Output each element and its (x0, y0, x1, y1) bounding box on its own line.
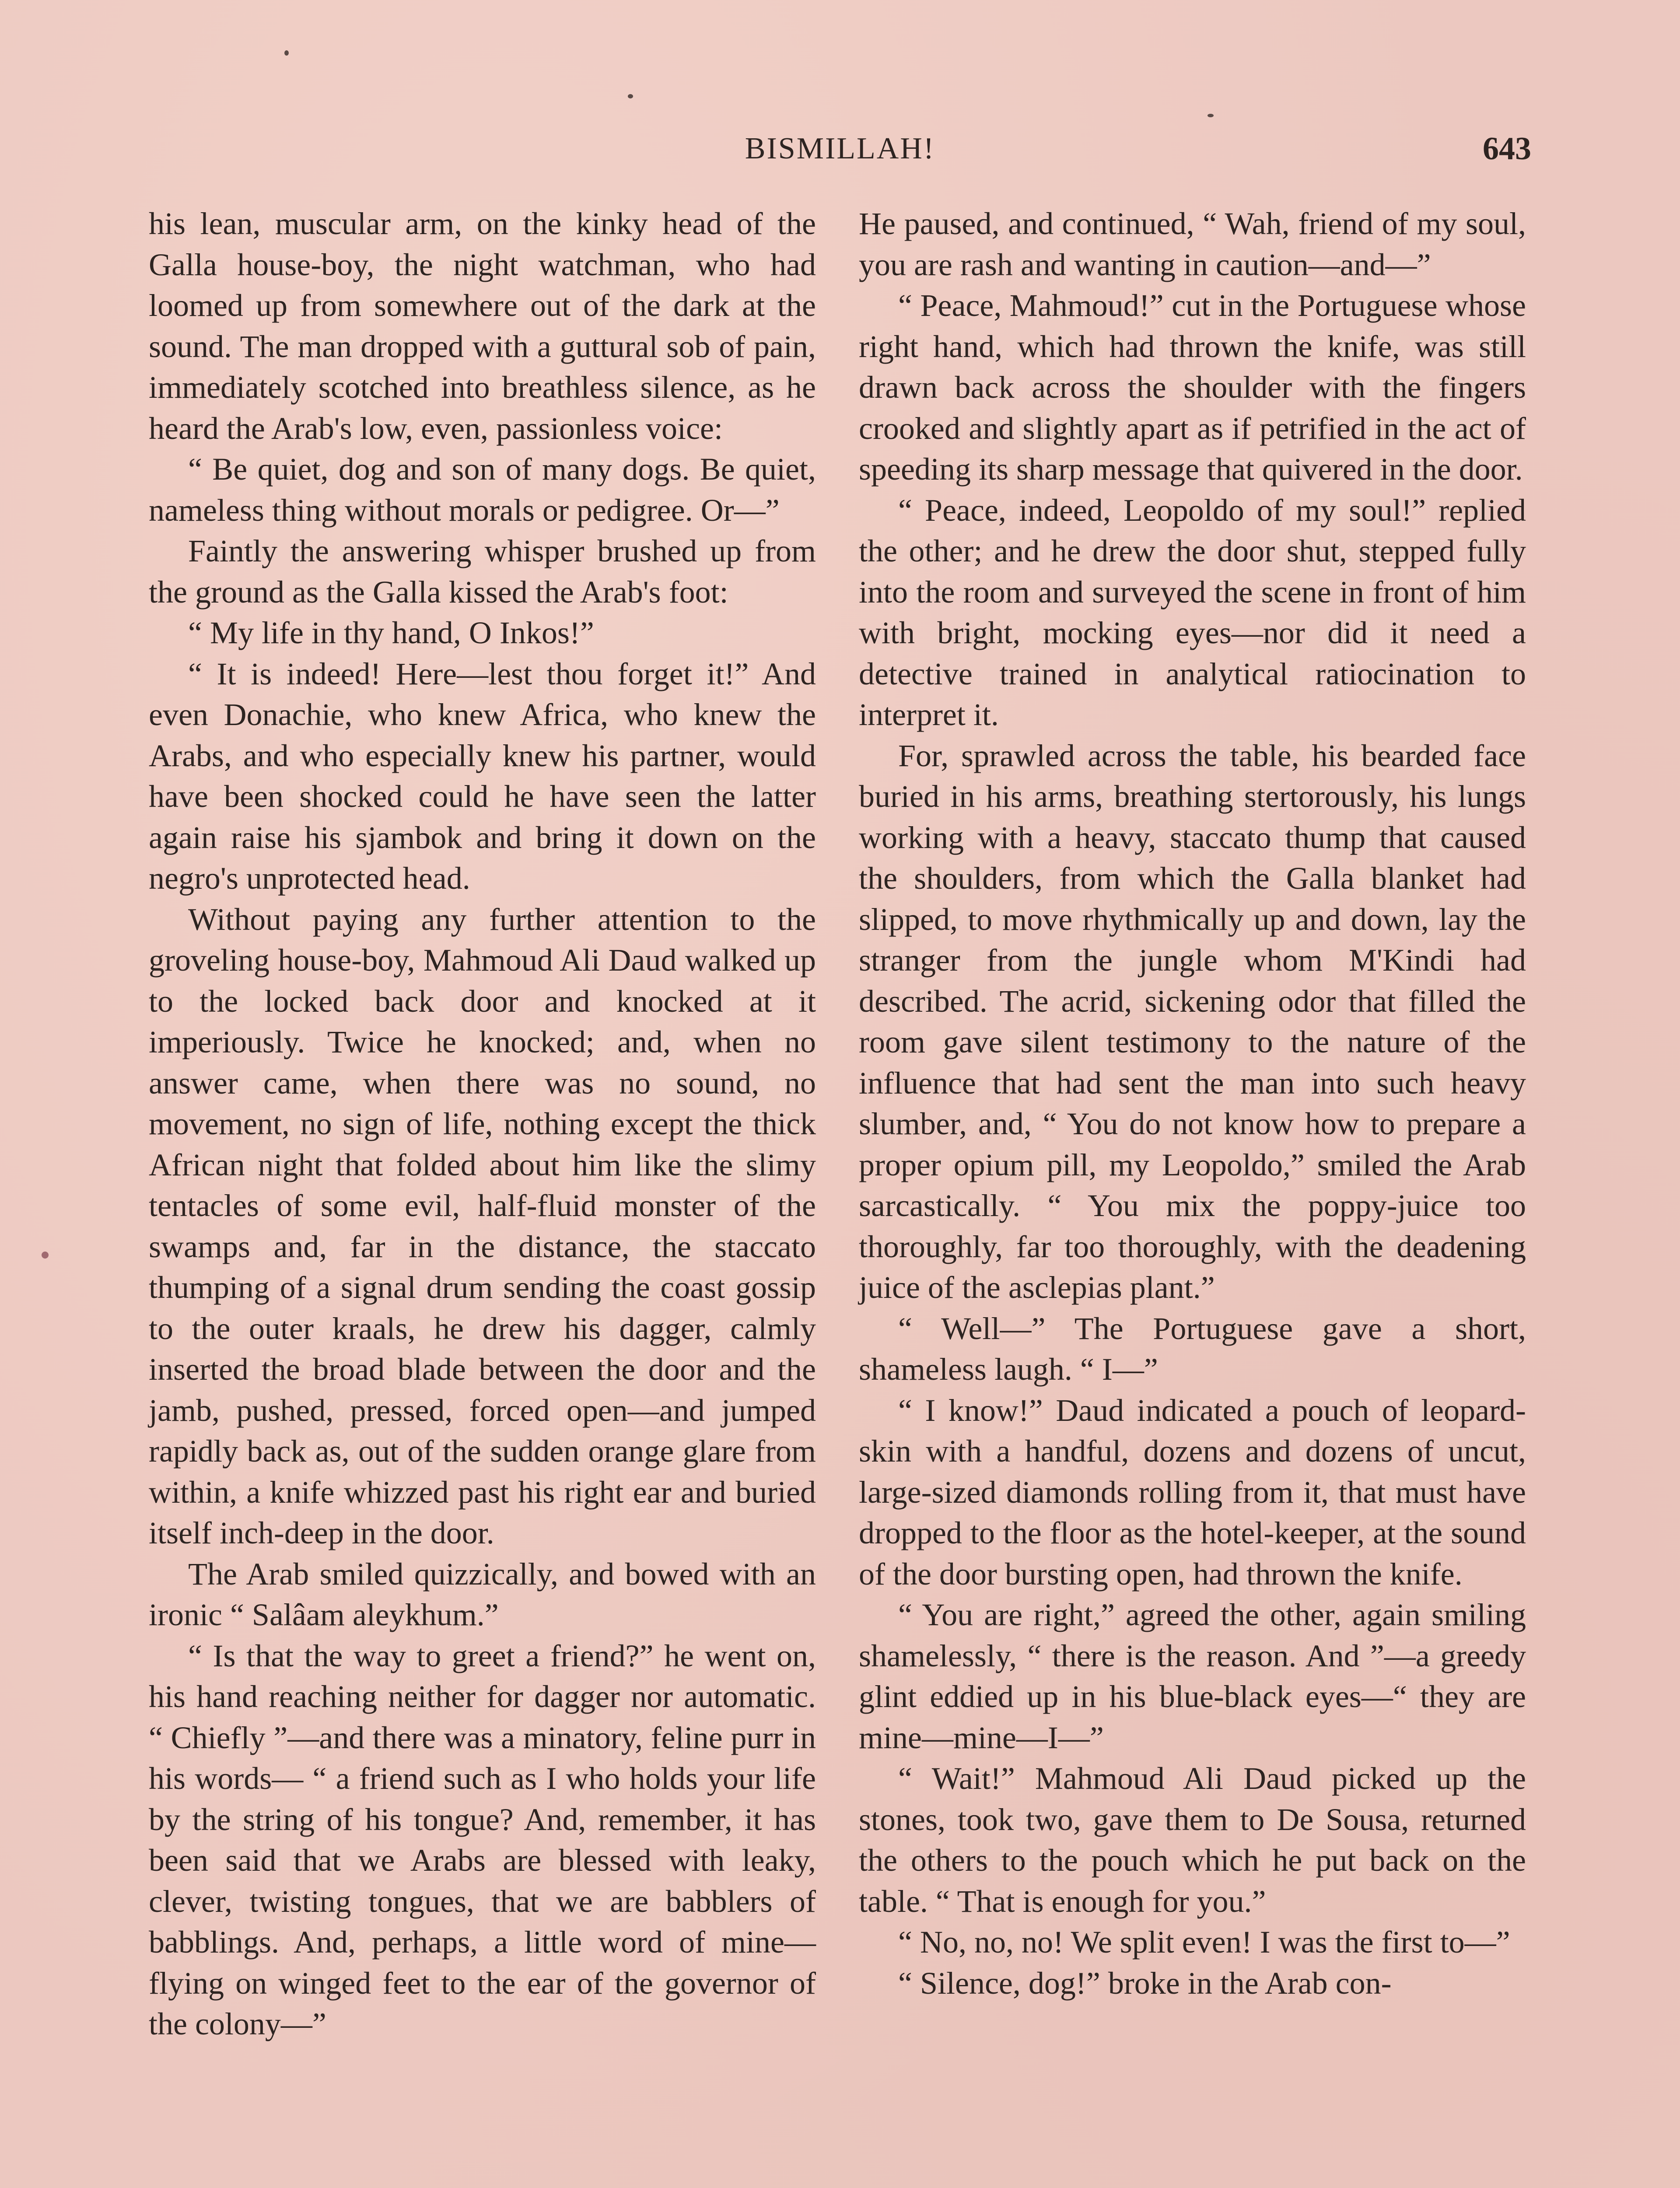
paragraph: The Arab smiled quizzically, and bowed with an ironic “ Salâam aleykhum.” (149, 1556, 816, 1632)
paragraph: “ Is that the way to greet a friend?” he went on, his hand reaching neither for dagger nor automatic. “ Chiefly ”—and there was a minatory, feline purr in his words— “ a friend such as I who holds your life by the string of his tongue? And, remember, it has been said that we Arabs are blessed with leaky, clever, twisting tongues, that we are babblers of babblings. And, perhaps, a little word of mine—flying on winged feet to the ear of the governor of the colony—” (149, 1638, 816, 2041)
paragraph: “ My life in thy hand, O Inkos!” (188, 615, 594, 650)
paragraph: “ No, no, no! We split even! I was the first to—” (898, 1925, 1510, 1960)
paragraph: “ Peace, indeed, Leopoldo of my soul!” replied the other; and he drew the door shut, stepped fully into the room and surveyed the scene in front of him with bright, mocking eyes—nor did it need a detective trained in analytical ratiocination to interpret it. (859, 492, 1526, 732)
paper-speck (42, 1252, 49, 1259)
right-column (859, 203, 1526, 2004)
paragraph: “ Peace, Mahmoud!” cut in the Portuguese whose right hand, which had thrown the knife, was still drawn back across the shoulder with the fingers crooked and slightly apart as if petrified in the act of speeding its sharp message that quivered in the door. (859, 288, 1526, 487)
paragraph: For, sprawled across the table, his bearded face buried in his arms, breathing stertorously, his lungs working with a heavy, staccato thump that caused the shoulders, from which the Galla blanket had slipped, to move rhythmically up and down, lay the stranger from the jungle whom M'Kindi had described. The acrid, sickening odor that filled the room gave silent testimony to the nature of the influence that had sent the man into such heavy slumber, and, “ You do not know how to prepare a proper opium pill, my Leopoldo,” smiled the Arab sarcastically. “ You mix the poppy-juice too thoroughly, far too thoroughly, with the deadening juice of the asclepias plant.” (859, 738, 1526, 1305)
paragraph: “ Wait!” Mahmoud Ali Daud picked up the stones, took two, gave them to De Sousa, returned the others to the pouch which he put back on the table. “ That is enough for you.” (859, 1761, 1526, 1919)
left-column (149, 203, 816, 2045)
paragraph: “ Well—” The Portuguese gave a short, shameless laugh. “ I—” (859, 1311, 1526, 1387)
paragraph: “ Silence, dog!” broke in the Arab con- (898, 1965, 1392, 2001)
paper-speck (628, 94, 633, 98)
paragraph: He paused, and continued, “ Wah, friend of my soul, you are rash and wanting in caution—and—” (859, 206, 1526, 282)
paper-speck (284, 50, 289, 56)
paragraph: Faintly the answering whisper brushed up from the ground as the Galla kissed the Arab's foot: (149, 533, 816, 610)
running-head: BISMILLAH! (745, 132, 935, 165)
paragraph: Without paying any further attention to the groveling house-boy, Mahmoud Ali Daud walked up to the locked back door and knocked at it imperiously. Twice he knocked; and, when no answer came, when there was no sound, no movement, no sign of life, nothing except the thick African night that folded about him like the slimy tentacles of some evil, half-fluid monster of the swamps and, far in the distance, the staccato thumping of a signal drum sending the coast gossip to the outer kraals, he drew his dagger, calmly inserted the broad blade between the door and the jamb, pushed, pressed, forced open—and jumped rapidly back as, out of the sudden orange glare from within, a knife whizzed past his right ear and buried itself inch-deep in the door. (149, 901, 816, 1550)
paragraph: “ Be quiet, dog and son of many dogs. Be quiet, nameless thing without morals or pedigree. Or—” (149, 452, 816, 528)
paragraph: “ I know!” Daud indicated a pouch of leopard-skin with a handful, dozens and dozens of uncut, large-sized diamonds rolling from it, that must have dropped to the floor as the hotel-keeper, at the sound of the door bursting open, had thrown the knife. (859, 1392, 1526, 1592)
paragraph: “ It is indeed! Here—lest thou forget it!” And even Donachie, who knew Africa, who knew the Arabs, and who especially knew his partner, would have been shocked could he have seen the latter again raise his sjambok and bring it down on the negro's unprotected head. (149, 656, 816, 896)
paragraph: his lean, muscular arm, on the kinky head of the Galla house-boy, the night watchman, who had loomed up from somewhere out of the dark at the sound. The man dropped with a guttural sob of pain, immediately scotched into breathless silence, as he heard the Arab's low, even, passionless voice: (149, 206, 816, 446)
page-header (149, 125, 1531, 173)
paragraph: “ You are right,” agreed the other, again smiling shamelessly, “ there is the reason. And ”—a greedy glint eddied up in his blue-black eyes—“ they are mine—mine—I—” (859, 1597, 1526, 1755)
paper-speck (1208, 114, 1214, 117)
page-number: 643 (1483, 131, 1531, 167)
